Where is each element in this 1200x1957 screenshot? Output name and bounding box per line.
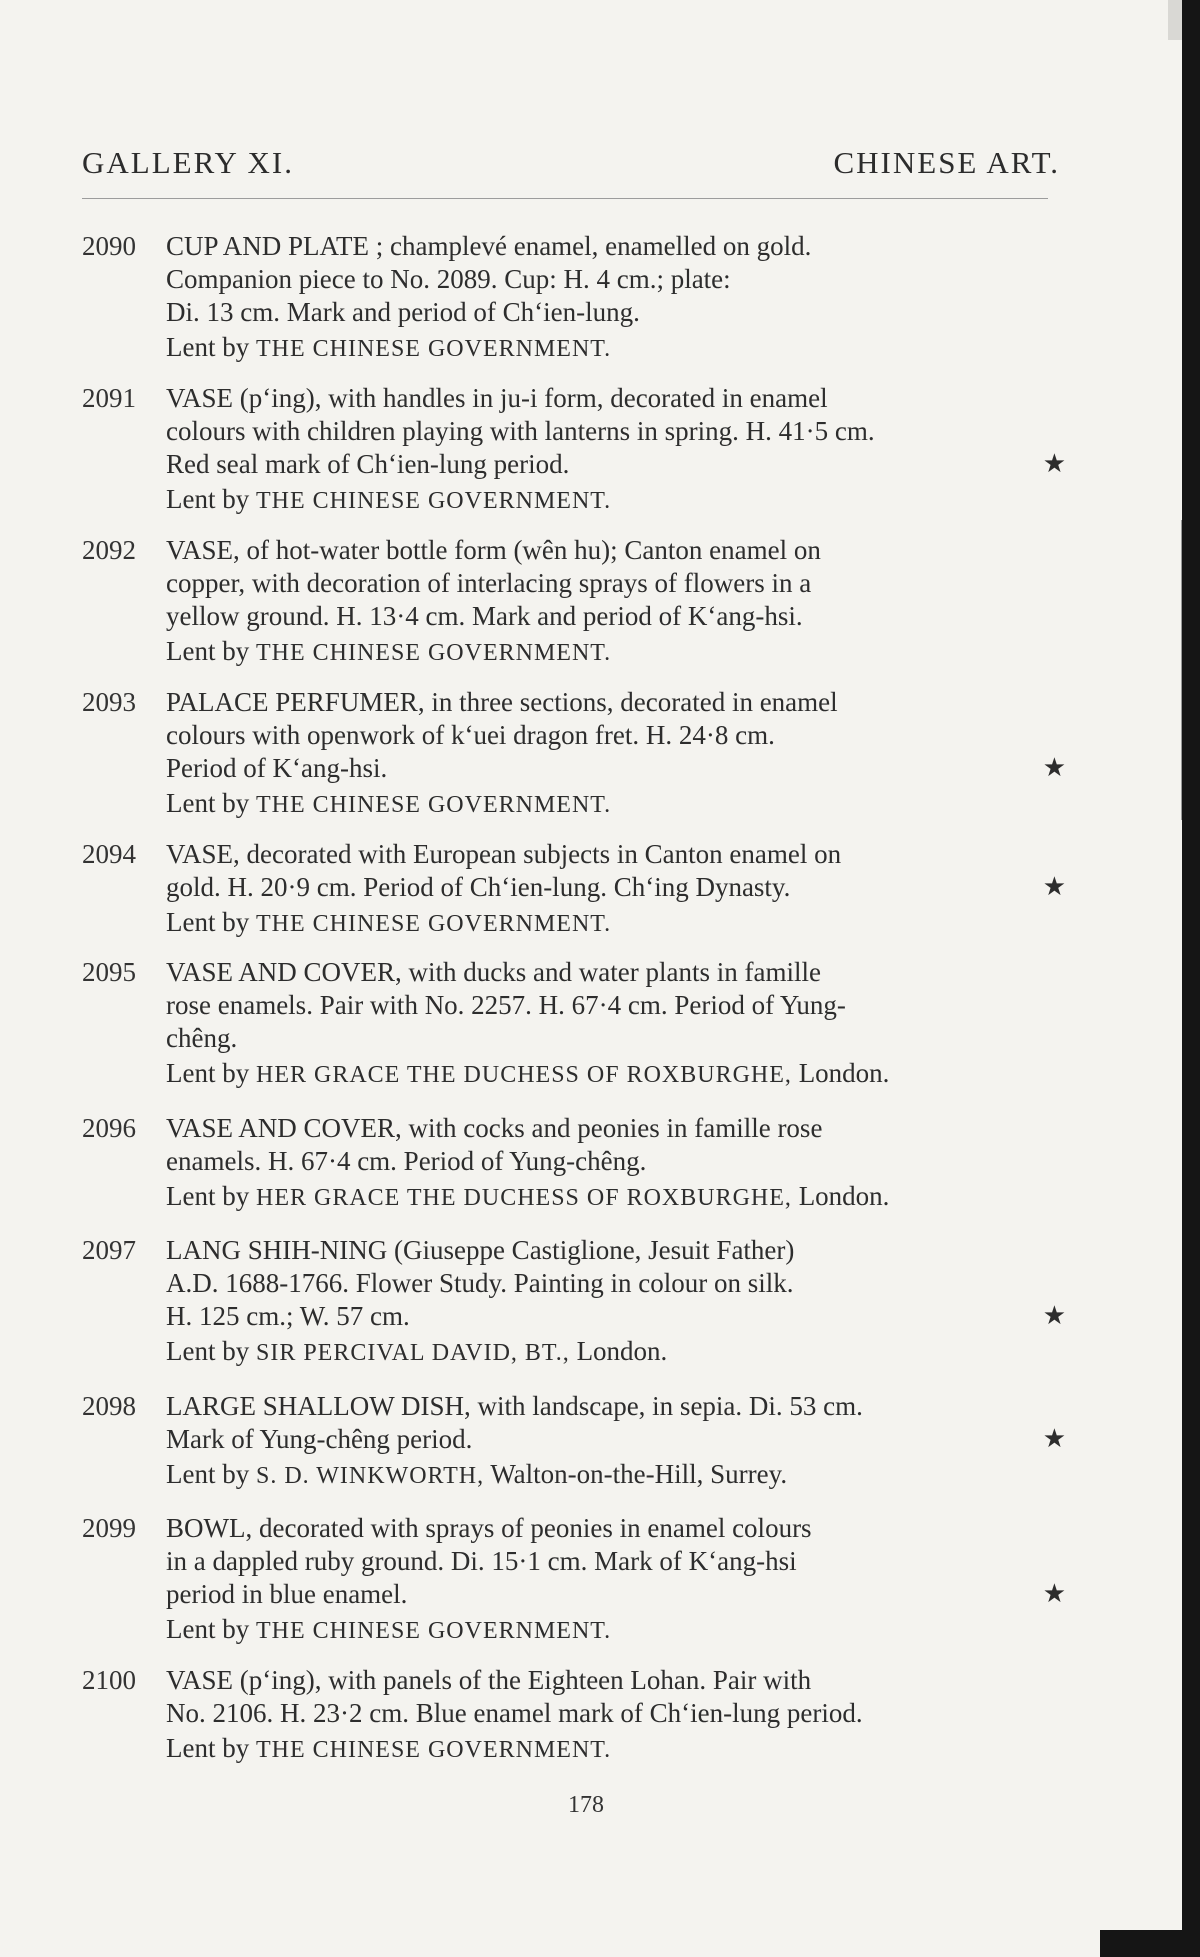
star-icon: ★: [1042, 449, 1066, 479]
star-icon: ★: [1042, 1424, 1066, 1454]
description-line: [166, 752, 1066, 785]
description-line: VASE AND COVER, with ducks and water plants in famille: [166, 957, 821, 987]
lender-name: HER GRACE THE DUCHESS OF ROXBURGHE,: [255, 1185, 792, 1211]
star-icon: ★: [1042, 872, 1066, 902]
lender-name: SIR PERCIVAL DAVID, BT.,: [255, 1340, 570, 1366]
description-line: Di. 13 cm. Mark and period of Ch‘ien-lung.: [166, 297, 640, 327]
description-line: VASE, of hot-water bottle form (wên hu); Canton enamel on: [166, 535, 821, 565]
entry-description: [166, 1512, 1066, 1648]
lender-line: [166, 331, 1066, 366]
dark-scan-border-bottom: [1100, 1930, 1200, 1957]
lender-location: London.: [798, 1058, 890, 1088]
description-line: LANG SHIH-NING (Giuseppe Castiglione, Jesuit Father): [166, 1235, 795, 1265]
page-number: 178: [568, 1792, 604, 1818]
lent-by-label: Lent by: [166, 484, 250, 514]
entry-description: [166, 382, 1066, 518]
entry-number: 2099: [82, 1513, 136, 1543]
description-line: No. 2106. H. 23·2 cm. Blue enamel mark of Ch‘ien-lung period.: [166, 1698, 863, 1728]
description-line: colours with children playing with lanterns in spring. H. 41·5 cm.: [166, 416, 875, 446]
lender-line: [166, 787, 1066, 822]
entry-number: 2090: [82, 231, 136, 261]
lender-name: THE CHINESE GOVERNMENT.: [255, 911, 612, 937]
entry-number: 2091: [82, 383, 136, 413]
header-gallery: GALLERY XI.: [82, 145, 294, 180]
description-line: copper, with decoration of interlacing sprays of flowers in a: [166, 568, 812, 598]
lender-name: THE CHINESE GOVERNMENT.: [255, 640, 612, 666]
description-line: VASE AND COVER, with cocks and peonies in famille rose: [166, 1113, 823, 1143]
lender-line: [166, 1335, 1066, 1370]
lent-by-label: Lent by: [166, 1058, 250, 1088]
lent-by-label: Lent by: [166, 636, 250, 666]
lent-by-label: Lent by: [166, 1614, 250, 1644]
lender-name: THE CHINESE GOVERNMENT.: [255, 336, 612, 362]
lent-by-label: Lent by: [166, 1181, 250, 1211]
entry-description: [166, 1112, 1066, 1215]
description-line: LARGE SHALLOW DISH, with landscape, in sepia. Di. 53 cm.: [166, 1391, 863, 1421]
lender-name: S. D. WINKWORTH,: [255, 1463, 485, 1489]
lender-name: THE CHINESE GOVERNMENT.: [255, 1737, 612, 1763]
description-line: [166, 448, 1066, 481]
lent-by-label: Lent by: [166, 1459, 250, 1489]
lender-name: HER GRACE THE DUCHESS OF ROXBURGHE,: [255, 1062, 792, 1088]
description-line-text: H. 125 cm.; W. 57 cm.: [166, 1301, 410, 1331]
entry-number: 2093: [82, 687, 136, 717]
description-line: VASE (p‘ing), with panels of the Eighteen Lohan. Pair with: [166, 1665, 812, 1695]
entry-number: 2097: [82, 1235, 136, 1265]
description-line: VASE (p‘ing), with handles in ju-i form, decorated in enamel: [166, 383, 828, 413]
lender-location: London.: [576, 1336, 668, 1366]
description-line-text: Red seal mark of Ch‘ien-lung period.: [166, 449, 570, 479]
lent-by-label: Lent by: [166, 788, 250, 818]
page-corner-edge: [1168, 0, 1182, 40]
lender-line: [166, 483, 1066, 518]
lender-line: [166, 1180, 1066, 1215]
description-line-text: gold. H. 20·9 cm. Period of Ch‘ien-lung. Ch‘ing Dynasty.: [166, 872, 791, 902]
entry-number: 2092: [82, 535, 136, 565]
description-line: PALACE PERFUMER, in three sections, decorated in enamel: [166, 687, 838, 717]
entry-description: [166, 686, 1066, 822]
lent-by-label: Lent by: [166, 907, 250, 937]
lender-line: [166, 1613, 1066, 1648]
description-line: BOWL, decorated with sprays of peonies in enamel colours: [166, 1513, 812, 1543]
lent-by-label: Lent by: [166, 332, 250, 362]
entry-number: 2096: [82, 1113, 136, 1143]
entry-description: [166, 230, 1066, 366]
lent-by-label: Lent by: [166, 1733, 250, 1763]
entry-description: [166, 534, 1066, 670]
description-line: yellow ground. H. 13·4 cm. Mark and period of K‘ang-hsi.: [166, 601, 803, 631]
lent-by-label: Lent by: [166, 1336, 250, 1366]
entry-number: 2095: [82, 957, 136, 987]
dark-scan-border-right: [1182, 0, 1200, 1957]
lender-name: THE CHINESE GOVERNMENT.: [255, 488, 612, 514]
entry-description: [166, 956, 1066, 1092]
description-line-text: Period of K‘ang-hsi.: [166, 753, 388, 783]
description-line: rose enamels. Pair with No. 2257. H. 67·4 cm. Period of Yung-: [166, 990, 846, 1020]
entry-description: [166, 1664, 1066, 1767]
entry-number: 2100: [82, 1665, 136, 1695]
lender-line: [166, 906, 1066, 941]
description-line: Companion piece to No. 2089. Cup: H. 4 cm.; plate:: [166, 264, 731, 294]
running-header: [82, 145, 1060, 181]
description-line: colours with openwork of k‘uei dragon fret. H. 24·8 cm.: [166, 720, 775, 750]
lender-location: London.: [798, 1181, 890, 1211]
description-line-text: Mark of Yung-chêng period.: [166, 1424, 473, 1454]
lender-line: [166, 1458, 1066, 1493]
description-line: [166, 871, 1066, 904]
description-line: chêng.: [166, 1023, 238, 1053]
description-line-text: period in blue enamel.: [166, 1579, 408, 1609]
lender-line: [166, 635, 1066, 670]
lender-name: THE CHINESE GOVERNMENT.: [255, 1618, 612, 1644]
description-line: VASE, decorated with European subjects in Canton enamel on: [166, 839, 842, 869]
lender-location: Walton-on-the-Hill, Surrey.: [490, 1459, 788, 1489]
entry-number: 2098: [82, 1391, 136, 1421]
description-line: in a dappled ruby ground. Di. 15·1 cm. Mark of K‘ang-hsi: [166, 1546, 797, 1576]
header-section: CHINESE ART.: [833, 145, 1060, 180]
description-line: [166, 1423, 1066, 1456]
lender-line: [166, 1732, 1066, 1767]
description-line: [166, 1300, 1066, 1333]
description-line: CUP AND PLATE ; champlevé enamel, enamelled on gold.: [166, 231, 812, 261]
entry-description: [166, 1390, 1066, 1493]
star-icon: ★: [1042, 1301, 1066, 1331]
lender-name: THE CHINESE GOVERNMENT.: [255, 792, 612, 818]
description-line: enamels. H. 67·4 cm. Period of Yung-chêng.: [166, 1146, 647, 1176]
entry-description: [166, 1234, 1066, 1370]
description-line: A.D. 1688-1766. Flower Study. Painting in colour on silk.: [166, 1268, 794, 1298]
lender-line: [166, 1057, 1066, 1092]
header-rule: [82, 198, 1048, 199]
star-icon: ★: [1042, 1579, 1066, 1609]
entry-description: [166, 838, 1066, 941]
star-icon: ★: [1042, 753, 1066, 783]
entry-number: 2094: [82, 839, 136, 869]
description-line: [166, 1578, 1066, 1611]
